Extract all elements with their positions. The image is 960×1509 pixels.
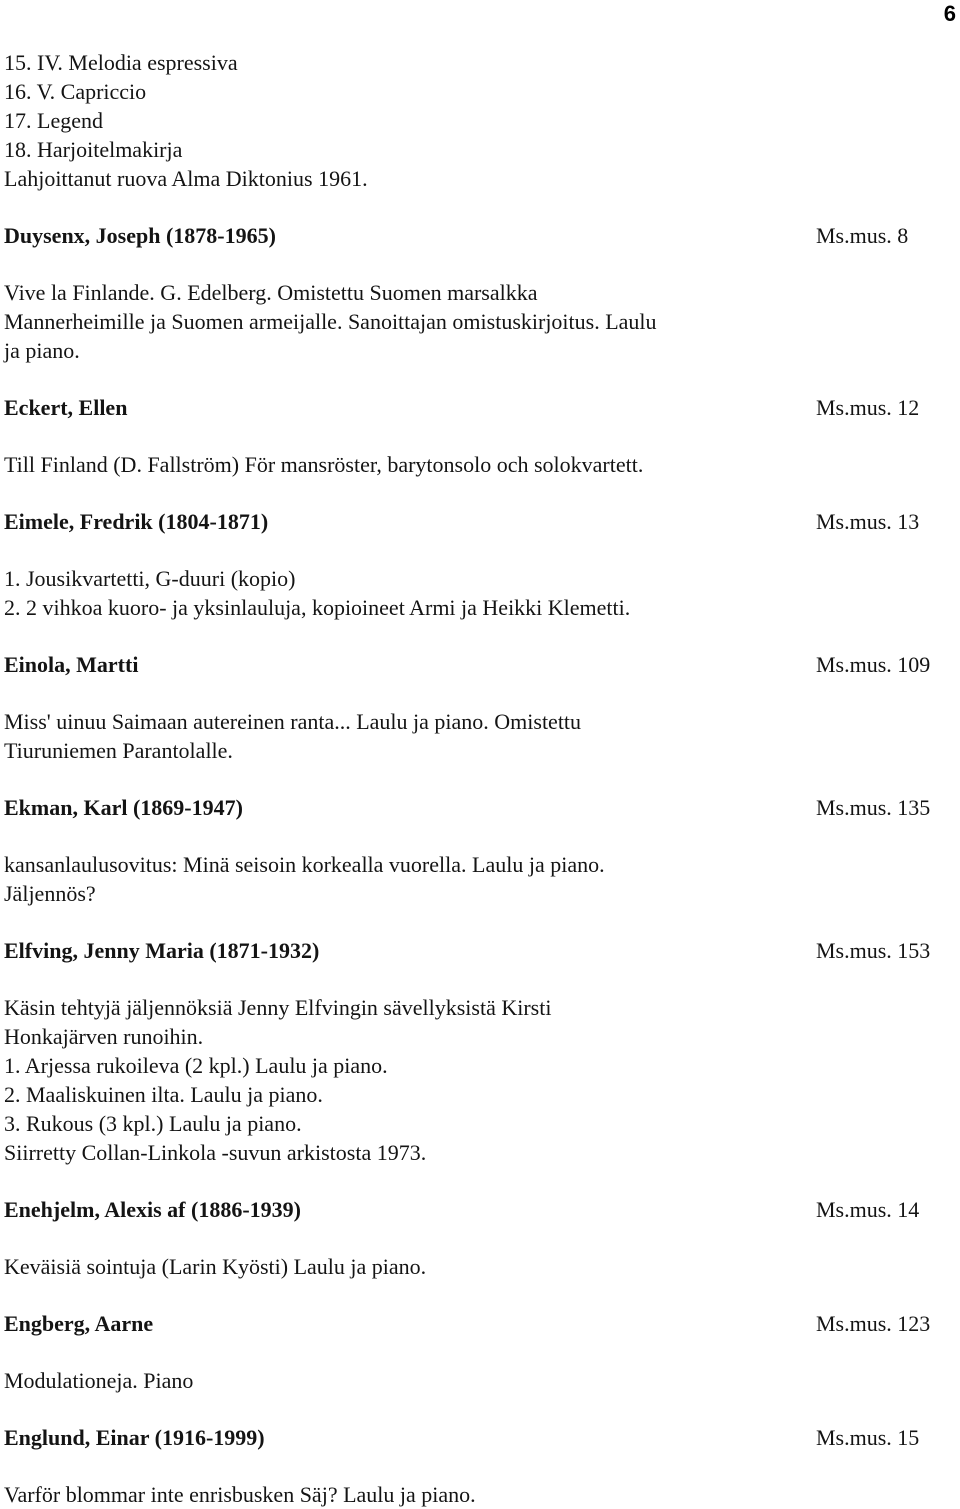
page-number: 6 xyxy=(943,1,956,26)
entry-description-line: Modulationeja. Piano xyxy=(4,1368,194,1393)
shelfmark: Ms.mus. 135 xyxy=(816,795,931,820)
entry-description-line: Honkajärven runoihin. xyxy=(4,1024,204,1049)
entry-description-line: Käsin tehtyjä jäljennöksiä Jenny Elfvingin sävellyksistä Kirsti xyxy=(4,995,552,1020)
shelfmark: Ms.mus. 123 xyxy=(816,1311,931,1336)
entry-description-line: Jäljennös? xyxy=(4,881,96,906)
entry-description-line: Tiuruniemen Parantolalle. xyxy=(4,738,233,763)
composer-name: Duysenx, Joseph (1878-1965) xyxy=(4,223,276,248)
entry-description-line: Mannerheimille ja Suomen armeijalle. Sanoittajan omistuskirjoitus. Laulu xyxy=(4,309,657,334)
composer-name: Eimele, Fredrik (1804-1871) xyxy=(4,509,269,534)
entry-heading xyxy=(4,1195,954,1224)
catalog-entry xyxy=(4,936,954,1167)
catalog-entry xyxy=(4,507,954,622)
composer-name: Eckert, Ellen xyxy=(4,395,128,420)
catalog-entry xyxy=(4,1309,954,1395)
shelfmark: Ms.mus. 153 xyxy=(816,938,931,963)
entry-description-line: 3. Rukous (3 kpl.) Laulu ja piano. xyxy=(4,1111,302,1136)
composer-name: Einola, Martti xyxy=(4,652,139,677)
composer-name: Elfving, Jenny Maria (1871-1932) xyxy=(4,938,320,963)
composer-name: Englund, Einar (1916-1999) xyxy=(4,1425,265,1450)
composer-name: Engberg, Aarne xyxy=(4,1311,154,1336)
entry-description-line: Till Finland (D. Fallström) För mansröster, barytonsolo och solokvartett. xyxy=(4,452,644,477)
shelfmark: Ms.mus. 109 xyxy=(816,652,931,677)
catalog-content xyxy=(4,48,954,1509)
intro-block xyxy=(4,48,954,193)
intro-line: Lahjoittanut ruova Alma Diktonius 1961. xyxy=(4,166,368,191)
entry-description-line: Miss' uinuu Saimaan autereinen ranta... Laulu ja piano. Omistettu xyxy=(4,709,582,734)
entry-heading xyxy=(4,393,954,422)
intro-line: 16. V. Capriccio xyxy=(4,79,147,104)
entry-description-line: 2. 2 vihkoa kuoro- ja yksinlauluja, kopioineet Armi ja Heikki Klemetti. xyxy=(4,595,631,620)
intro-line: 18. Harjoitelmakirja xyxy=(4,137,183,162)
composer-name: Enehjelm, Alexis af (1886-1939) xyxy=(4,1197,301,1222)
entry-description-line: 1. Jousikvartetti, G-duuri (kopio) xyxy=(4,566,296,591)
entry-description-line: 1. Arjessa rukoileva (2 kpl.) Laulu ja piano. xyxy=(4,1053,388,1078)
entry-heading xyxy=(4,507,954,536)
shelfmark: Ms.mus. 15 xyxy=(816,1425,920,1450)
shelfmark: Ms.mus. 14 xyxy=(816,1197,920,1222)
entry-heading xyxy=(4,1309,954,1338)
shelfmark: Ms.mus. 13 xyxy=(816,509,920,534)
entry-description-line: kansanlaulusovitus: Minä seisoin korkealla vuorella. Laulu ja piano. xyxy=(4,852,605,877)
entry-description-line: Varför blommar inte enrisbusken Säj? Laulu ja piano. xyxy=(4,1482,476,1507)
entry-heading xyxy=(4,793,954,822)
composer-name: Ekman, Karl (1869-1947) xyxy=(4,795,243,820)
entry-heading xyxy=(4,221,954,250)
shelfmark: Ms.mus. 12 xyxy=(816,395,920,420)
shelfmark: Ms.mus. 8 xyxy=(816,223,909,248)
entry-heading xyxy=(4,650,954,679)
catalog-entry xyxy=(4,221,954,365)
catalog-entry xyxy=(4,393,954,479)
entry-description-line: 2. Maaliskuinen ilta. Laulu ja piano. xyxy=(4,1082,323,1107)
entry-description-line: Keväisiä sointuja (Larin Kyösti) Laulu ja piano. xyxy=(4,1254,427,1279)
intro-line: 15. IV. Melodia espressiva xyxy=(4,50,238,75)
catalog-entry xyxy=(4,1423,954,1509)
entry-description-line: ja piano. xyxy=(4,338,80,363)
intro-line: 17. Legend xyxy=(4,108,103,133)
entry-heading xyxy=(4,936,954,965)
catalog-entry xyxy=(4,650,954,765)
catalog-entry xyxy=(4,1195,954,1281)
catalog-entry xyxy=(4,793,954,908)
entry-description-line: Siirretty Collan-Linkola -suvun arkistosta 1973. xyxy=(4,1140,427,1165)
entry-heading xyxy=(4,1423,954,1452)
entry-description-line: Vive la Finlande. G. Edelberg. Omistettu Suomen marsalkka xyxy=(4,280,538,305)
